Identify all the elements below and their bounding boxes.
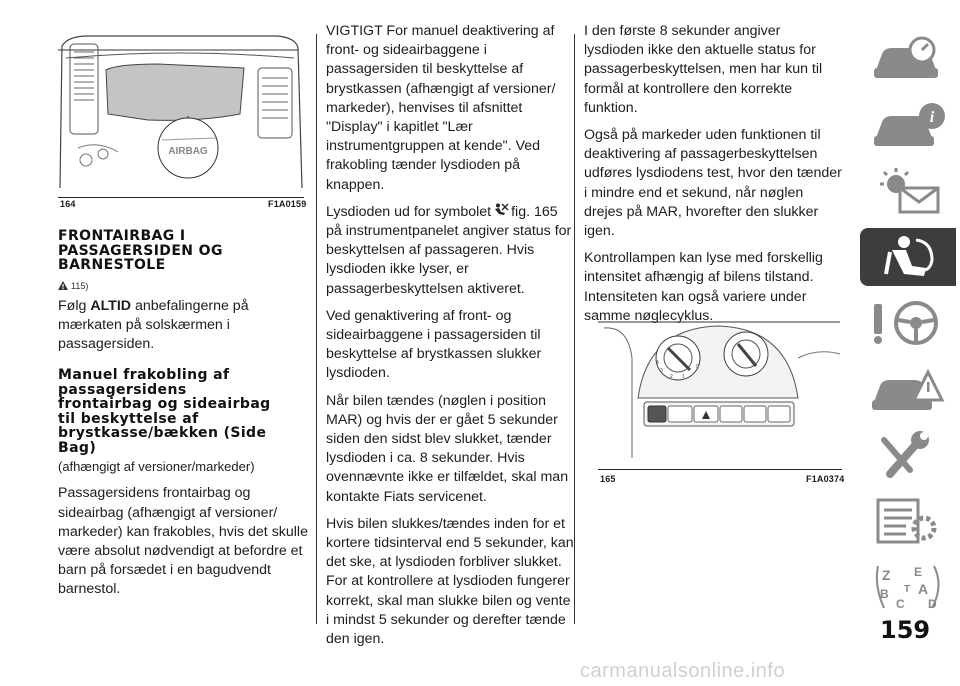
- warning-triangle-icon: [58, 281, 68, 290]
- steering-wheel-icon: [870, 298, 950, 348]
- column-1-subnote: (afhængigt af versioner/markeder): [58, 459, 255, 475]
- chapter-tab-maintenance[interactable]: [860, 426, 956, 484]
- column-divider-1: [316, 34, 317, 624]
- svg-text:3: 3: [660, 368, 663, 374]
- column-2-paragraph-3: Ved genaktivering af front- og sideairbaggene i passagersiden til beskyttelse af brystkassen slukker lysdioden.: [326, 307, 542, 382]
- figure-164-code: F1A0159: [268, 199, 307, 209]
- chapter-tab-emergency[interactable]: [860, 360, 956, 418]
- car-breakdown-icon: [870, 364, 950, 414]
- watermark: carmanualsonline.info: [580, 660, 786, 682]
- car-dashboard-icon: [870, 34, 950, 84]
- airbag-safety-icon: [870, 232, 950, 282]
- column-2-paragraph-5: Hvis bilen slukkes/tændes inden for et kortere tidsinterval end 5 sekunder, kan det ske, at lysdioden forbliver slukket. For at kontrollere at lysdioden fungerer korrekt, skal man slukke bilen og vente i mindst 5 sekunder og derefter tænde den igen.: [326, 515, 574, 648]
- chapter-tab-dashboard[interactable]: [860, 30, 956, 88]
- svg-text:T: T: [904, 584, 911, 595]
- dashboard-controls-illustration: [598, 318, 842, 468]
- chapter-tab-specifications[interactable]: [860, 492, 956, 550]
- para1-rest: anbefalingerne på mærkaten på solskærmen i passagersiden.: [58, 297, 249, 352]
- column-3-paragraph-1: I den første 8 sekunder angiver lysdioden ikke den aktuelle status for passagerbeskyttelsen, men har kun til formål at kontrollere den korrekte funktion.: [584, 23, 823, 116]
- column-1-paragraph-1: [58, 297, 308, 355]
- figure-165: [598, 318, 842, 470]
- column-2: [326, 22, 576, 657]
- svg-text:C: C: [896, 597, 905, 611]
- chapter-tab-driving[interactable]: [860, 294, 956, 352]
- figure-165-code: F1A0374: [806, 474, 845, 484]
- para2-rest: fig. 165 på instrumentpanelet angiver status for beskyttelsen af passageren. Hvis lysdioden ikke lyser, er passagerbeskyttelsen aktiveret.: [326, 203, 572, 297]
- passenger-airbag-illustration: [58, 28, 304, 196]
- alphabet-index-icon: [870, 562, 950, 612]
- column-2-paragraph-2: [326, 203, 576, 299]
- svg-text:i: i: [929, 109, 935, 126]
- column-3-paragraph-2: Også på markeder uden funktionen til deaktivering af passagerbeskyttelsen udføres lysdiodens test, hvor den tænder i mindre end et sekund, når nøglen drejes på MAR, hvorefter den slukker igen.: [584, 127, 842, 240]
- chapter-tab-warning-lights[interactable]: [860, 162, 956, 220]
- section-heading-frontairbag: FRONTAIRBAG I PASSAGERSIDEN OG BARNESTOLE: [58, 228, 223, 273]
- warning-reference: [58, 281, 308, 291]
- column-1: [58, 229, 308, 600]
- section-heading-manuel-frakobling: Manuel frakobling af passagersidens frontairbag og sideairbag til beskyttelse af brystkasse/bækken (Side Bag): [58, 367, 271, 456]
- warning-ref-text: 115): [71, 280, 89, 291]
- column-1-paragraph-2: Passagersidens frontairbag og sideairbag (afhængigt af versioner/ markeder) kan frakobles, hvis det skulle være absolut nødvendigt at befordre et barn på forsædet i en bagudvendt barnestol.: [58, 485, 308, 598]
- svg-text:2: 2: [670, 374, 673, 380]
- column-3: [584, 22, 842, 334]
- figure-164-number: 164: [60, 199, 76, 209]
- figure-165-number: 165: [600, 474, 616, 484]
- svg-text:D: D: [928, 597, 937, 611]
- chapter-tab-info[interactable]: [860, 96, 956, 154]
- svg-text:E: E: [914, 565, 923, 579]
- column-2-paragraph-1: VIGTIGT For manuel deaktivering af front- og sideairbaggene i passagersiden til beskyttelse af brystkassen (afhængigt af versioner/ markeder), henvises til afsnittet "Display" i kapitlet "Lær instrumentgruppen at kende". Ved frakobling tænder lysdioden på knappen.: [326, 23, 556, 193]
- wrench-service-icon: [870, 430, 950, 480]
- chapter-sidebar: [858, 30, 960, 624]
- car-info-icon: [870, 100, 950, 150]
- svg-text:Z: Z: [882, 567, 891, 583]
- airbag-badge-text: AIRBAG: [168, 146, 208, 157]
- column-2-paragraph-4: Når bilen tændes (nøglen i position MAR) og hvis der er gået 5 sekunder siden den sidst blev slukket, tænder lysdioden i ca. 8 sekunder. Hvis ovennævnte ikke er tilfældet, skal man kontakte Fiats servicenet.: [326, 392, 569, 505]
- column-3-paragraph-3: Kontrollampen kan lyse med forskellig intensitet afhængig af bilens tilstand. Intensiteten kan også variere under samme nøglecyklus.: [584, 250, 823, 324]
- svg-text:0: 0: [696, 364, 699, 370]
- chapter-tab-safety[interactable]: [860, 228, 956, 286]
- para2-lead: Lysdioden ud for symbolet: [326, 203, 492, 220]
- svg-text:B: B: [880, 587, 889, 601]
- spec-sheet-icon: [870, 496, 950, 546]
- figure-164: [58, 28, 304, 198]
- svg-text:4: 4: [656, 360, 659, 366]
- page-number: 159: [880, 616, 931, 644]
- svg-text:1: 1: [682, 374, 685, 380]
- sun-envelope-icon: [870, 166, 950, 216]
- chapter-tab-index[interactable]: [860, 558, 956, 616]
- para1-lead: Følg: [58, 297, 91, 314]
- svg-text:A: A: [918, 581, 929, 597]
- para1-bold-altid: ALTID: [90, 297, 132, 314]
- passenger-airbag-off-symbol-icon: [493, 203, 509, 217]
